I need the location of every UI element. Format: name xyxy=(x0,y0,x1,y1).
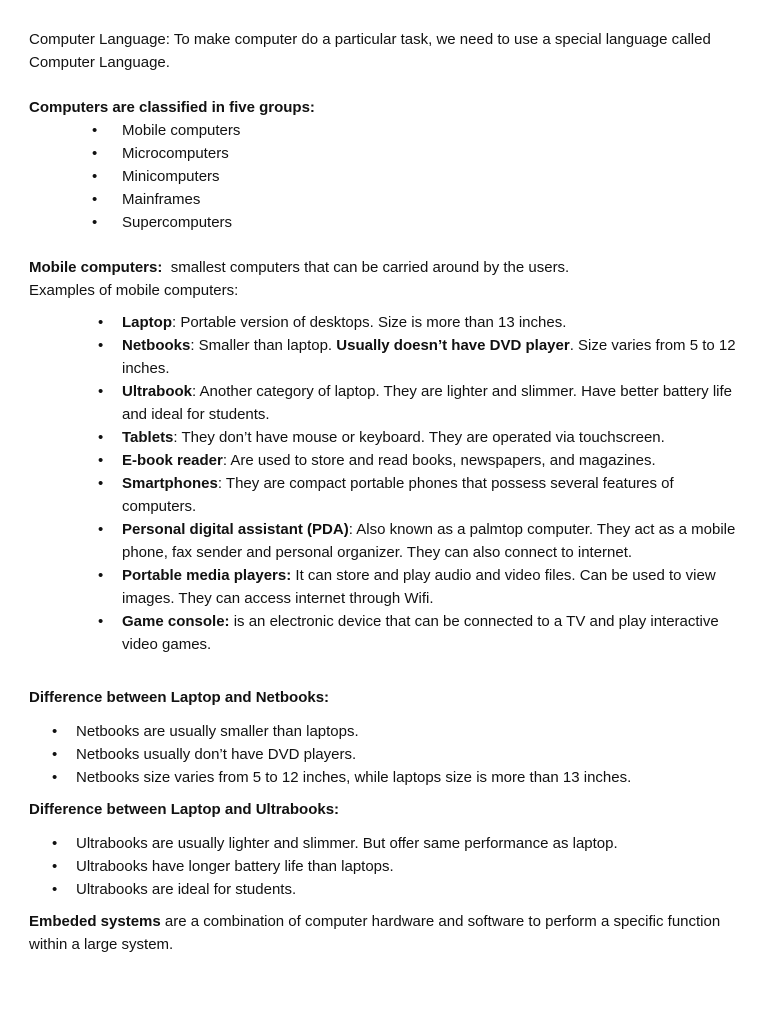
example-text: : Also known as a palmtop computer. They act as a mobile phone, fax sender and personal organizer. They can also connect to internet. xyxy=(122,521,736,561)
classification-list xyxy=(29,119,745,234)
mobile-term: Mobile computers: xyxy=(29,259,163,276)
list-item: • Supercomputers xyxy=(29,211,745,234)
example-text: : Are used to store and read books, newspapers, and magazines. xyxy=(222,452,656,469)
embedded-term: Embeded systems xyxy=(29,913,161,930)
list-item: • Mobile computers xyxy=(29,119,745,142)
example-text: : Portable version of desktops. Size is more than 13 inches. xyxy=(172,314,567,331)
list-item: • Minicomputers xyxy=(29,165,745,188)
list-item: • Ultrabooks are ideal for students. xyxy=(29,878,745,901)
netbooks-difference-heading: Difference between Laptop and Netbooks: xyxy=(29,689,330,706)
list-item xyxy=(29,380,745,426)
examples-intro: Examples of mobile computers: xyxy=(29,282,239,299)
list-item xyxy=(29,449,745,472)
example-term: Laptop xyxy=(122,314,172,331)
example-term: Smartphones xyxy=(122,475,218,492)
netbooks-difference-list xyxy=(29,720,745,789)
example-term: Personal digital assistant (PDA) xyxy=(122,521,349,538)
embedded-systems-paragraph xyxy=(29,910,745,956)
mobile-definition xyxy=(29,256,745,279)
list-item xyxy=(29,426,745,449)
embedded-text: are a combination of computer hardware and software to perform a specific function within a large system. xyxy=(29,913,721,953)
list-item xyxy=(29,610,745,656)
example-text: . Size varies from 5 to 12 inches. xyxy=(122,337,736,377)
example-term: Ultrabook xyxy=(122,383,193,400)
list-item: • Mainframes xyxy=(29,188,745,211)
list-item xyxy=(29,564,745,610)
example-text: : They are compact portable phones that possess several features of computers. xyxy=(122,475,674,515)
example-text: : Smaller than laptop. xyxy=(190,337,337,354)
example-term: E-book reader xyxy=(122,452,223,469)
ultrabooks-difference-list xyxy=(29,832,745,901)
document-page xyxy=(29,28,745,956)
ultrabooks-difference-heading: Difference between Laptop and Ultrabooks: xyxy=(29,801,340,818)
example-term: Game console: xyxy=(122,613,230,630)
mobile-definition-text: smallest computers that can be carried around by the users. xyxy=(162,259,570,276)
list-item: • Netbooks size varies from 5 to 12 inches, while laptops size is more than 13 inches. xyxy=(29,766,745,789)
example-term-emphasis: Usually doesn’t have DVD player xyxy=(336,337,570,354)
list-item xyxy=(29,311,745,334)
classification-heading: Computers are classified in five groups: xyxy=(29,99,315,116)
list-item xyxy=(29,334,745,380)
intro-paragraph: Computer Language: To make computer do a particular task, we need to use a special language called Computer Language. xyxy=(29,31,711,71)
list-item: • Netbooks usually don’t have DVD players. xyxy=(29,743,745,766)
list-item xyxy=(29,472,745,518)
list-item xyxy=(29,518,745,564)
list-item: • Microcomputers xyxy=(29,142,745,165)
example-term: Netbooks xyxy=(122,337,191,354)
example-text: is an electronic device that can be connected to a TV and play interactive video games. xyxy=(122,613,719,653)
list-item: • Ultrabooks have longer battery life than laptops. xyxy=(29,855,745,878)
example-text: : Another category of laptop. They are lighter and slimmer. Have better battery life and ideal for students. xyxy=(122,383,733,423)
example-text: : They don’t have mouse or keyboard. They are operated via touchscreen. xyxy=(173,429,665,446)
example-text: It can store and play audio and video files. Can be used to view images. They can access internet through Wifi. xyxy=(122,567,716,607)
list-item: • Ultrabooks are usually lighter and slimmer. But offer same performance as laptop. xyxy=(29,832,745,855)
mobile-examples-list xyxy=(29,311,745,656)
example-term: Tablets xyxy=(122,429,174,446)
example-term: Portable media players: xyxy=(122,567,292,584)
list-item: • Netbooks are usually smaller than laptops. xyxy=(29,720,745,743)
